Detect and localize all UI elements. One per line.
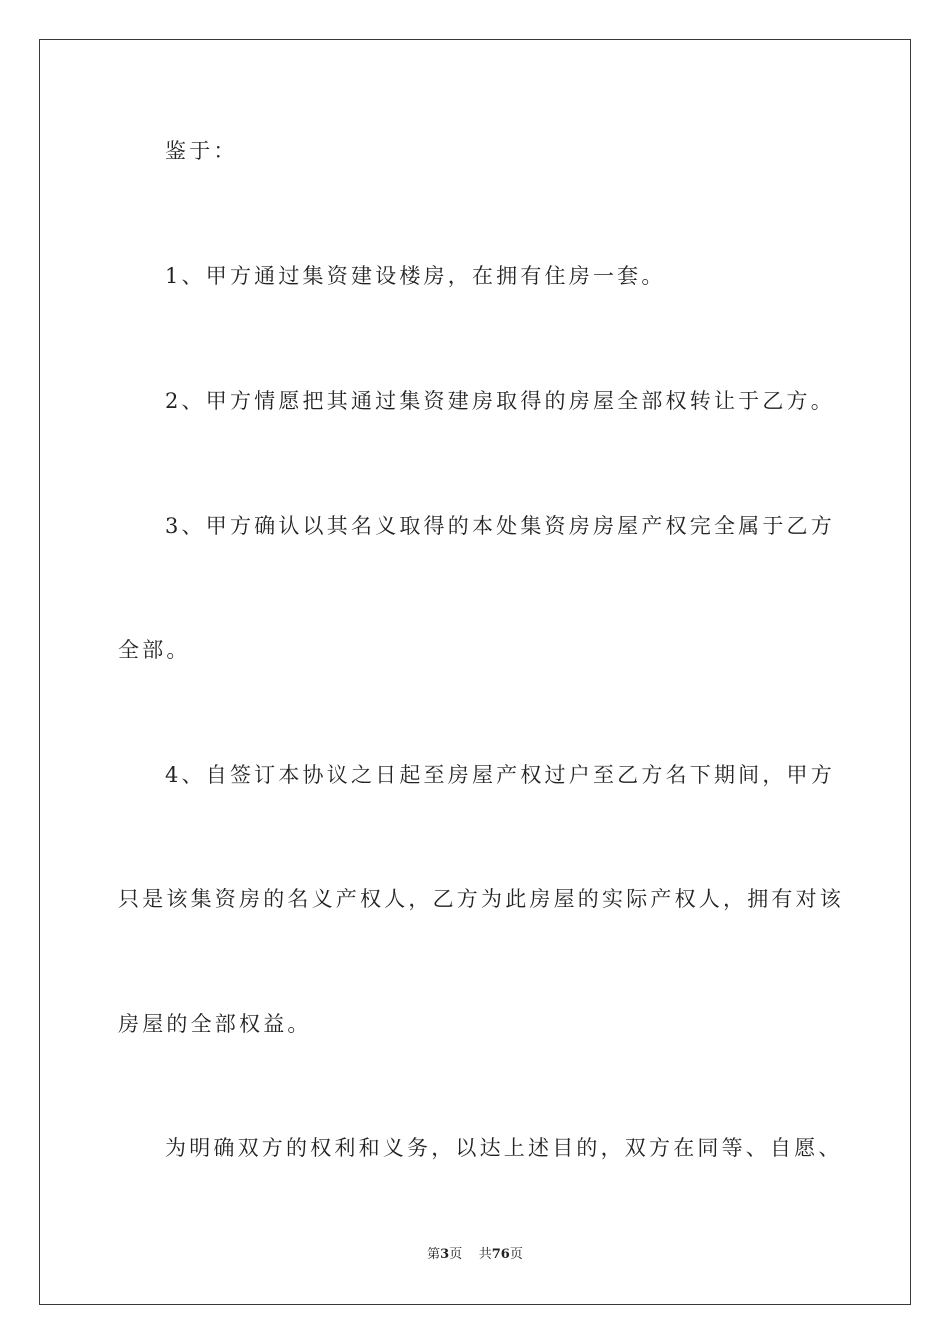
paragraph-heading: 鉴于： [165,139,238,163]
paragraph-item-3-line-1: 3、甲方确认以其名义取得的本处集资房房屋产权完全属于乙方 [165,514,835,538]
footer-total-prefix: 共 [478,1247,492,1262]
footer-page-suffix: 页 [449,1247,463,1262]
paragraph-item-2: 2、甲方情愿把其通过集资建房取得的房屋全部权转让于乙方。 [165,389,835,413]
paragraph-item-1: 1、甲方通过集资建设楼房，在拥有住房一套。 [165,264,666,288]
footer-total-suffix: 页 [509,1247,523,1262]
page-border [39,39,911,1305]
paragraph-item-4-line-1: 4、自签订本协议之日起至房屋产权过户至乙方名下期间，甲方 [165,763,835,787]
paragraph-item-4-line-3: 房屋的全部权益。 [118,1012,312,1036]
paragraph-item-3-line-2: 全部。 [118,638,191,662]
paragraph-closing: 为明确双方的权利和义务，以达上述目的，双方在同等、自愿、 [165,1136,843,1160]
page-footer [0,1246,950,1264]
paragraph-item-4-line-2: 只是该集资房的名义产权人，乙方为此房屋的实际产权人，拥有对该 [118,887,844,911]
footer-page-prefix: 第 [427,1247,441,1262]
footer-page-number: 3 [440,1247,450,1262]
footer-total-pages: 76 [491,1247,510,1262]
